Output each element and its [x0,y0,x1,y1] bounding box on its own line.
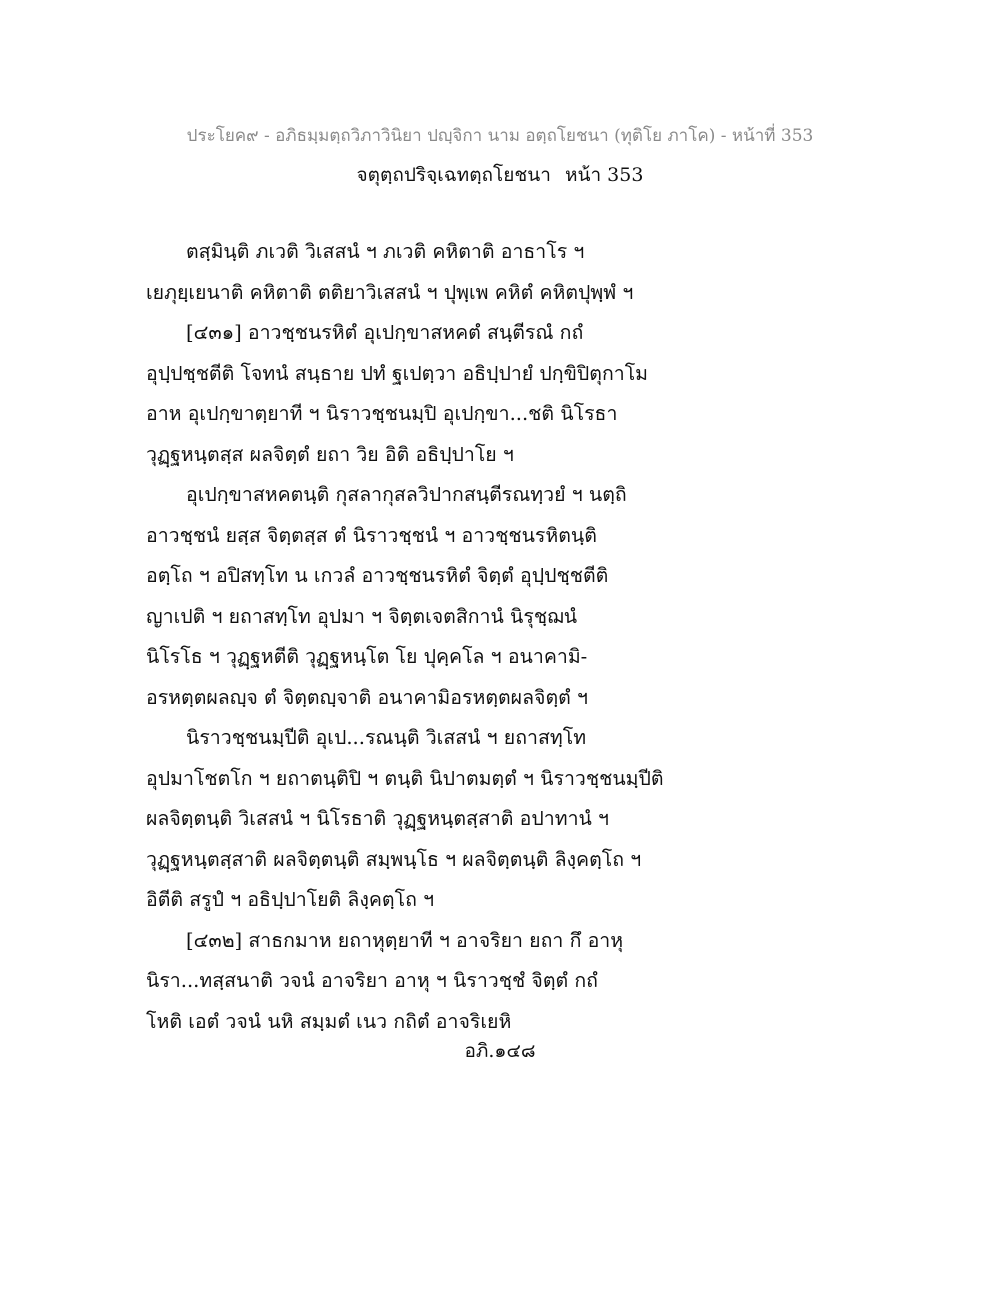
text-line: นิราวชฺชนมฺปีติ อุเป...รณนฺติ วิเสสนํ ฯ ยถาสทฺโท [186,726,587,749]
text-line: วุฏฺฐหนฺตสฺสาติ ผลจิตฺตนฺติ สมฺพนฺโธ ฯ ผลจิตฺตนฺติ ลิงฺคตฺโถ ฯ [146,847,642,871]
text-line: อาห อุเปกฺขาตฺยาที ฯ นิราวชฺชนมฺปิ อุเปกฺขา...ชติ นิโรธา [146,402,618,425]
text-line: อตฺโถ ฯ อปิสทฺโท น เกวลํ อาวชฺชนรหิตํ จิตฺตํ อุปฺปชฺชตีติ [146,564,609,587]
chapter-heading [0,160,1000,190]
text-line: อาวชฺชนํ ยสฺส จิตฺตสฺส ตํ นิราวชฺชนํ ฯ อาวชฺชนรหิตนฺติ [146,523,597,547]
text-line: ตสฺมินฺติ ภเวติ วิเสสนํ ฯ ภเวติ คหิตาติ อาธาโร ฯ [186,240,585,263]
text-line: อุปมาโชตโก ฯ ยถาตนฺติปิ ฯ ตนฺติ นิปาตมตฺตํ ฯ นิราวชฺชนมฺปีติ [146,766,664,790]
text-line: อิตีติ สรูปํ ฯ อธิปฺปาโยติ ลิงฺคตฺโถ ฯ [146,888,435,911]
text-line: อุปฺปชฺชตีติ โจทนํ สนฺธาย ปทํ ฐเปตฺวา อธิปฺปายํ ปกฺขิปิตุกาโม [146,361,649,385]
text-line: วุฏฺฐหนฺตสฺส ผลจิตฺตํ ยถา วิย อิติ อธิปฺปาโย ฯ [146,442,514,466]
text-line: [๔๓๒] สาธกมาห ยถาหุตฺยาที ฯ อาจริยา ยถา กึ อาหุ [186,928,624,952]
text-line: [๔๓๑] อาวชฺชนรหิตํ อุเปกฺขาสหคตํ สนฺตีรณํ กถํ [186,321,584,344]
chapter-page-label: หน้า 353 [564,164,644,186]
text-line: เยภุยฺเยนาติ คหิตาติ ตติยาวิเสสนํ ฯ ปุพฺเพ คหิตํ คหิตปุพฺพํ ฯ [146,280,634,304]
text-line: นิรา...ทสฺสนาติ วจนํ อาจริยา อาหุ ฯ นิราวชฺชํ จิตฺตํ กถํ [146,969,598,992]
text-line: อุเปกฺขาสหคตนฺติ กุสลากุสลวิปากสนฺตีรณทฺวยํ ฯ นตฺถิ [186,483,627,506]
text-line: ผลจิตฺตนฺติ วิเสสนํ ฯ นิโรธาติ วุฏฺฐหนฺตสฺสาติ อปาทานํ ฯ [146,807,609,830]
body-text [146,232,866,1042]
chapter-title: จตุตฺถปริจฺเฉทตฺถโยชนา [356,164,551,186]
text-line: ญาเปติ ฯ ยถาสทฺโท อุปมา ฯ จิตฺตเจตสิกานํ นิรุชฺฌนํ [146,604,578,628]
page-header: ประโยค๙ - อภิธมฺมตฺถวิภาวินิยา ปญฺจิกา นาม อตฺถโยชนา (ทุติโย ภาโค) - หน้าที่ 353 [186,126,814,146]
text-line: อรหตฺตผลญฺจ ตํ จิตฺตญฺจาติ อนาคามิอรหตฺตผลจิตฺตํ ฯ [146,685,588,709]
text-line: นิโรโธ ฯ วุฏฺฐหตีติ วุฏฺฐหนฺโต โย ปุคฺคโล ฯ อนาคามิ- [146,645,588,668]
page-footer: อภิ.๑๔๘ [464,1040,536,1062]
text-line: โหติ เอตํ วจนํ นหิ สมฺมตํ เนว กถิตํ อาจริเยหิ [146,1009,512,1033]
